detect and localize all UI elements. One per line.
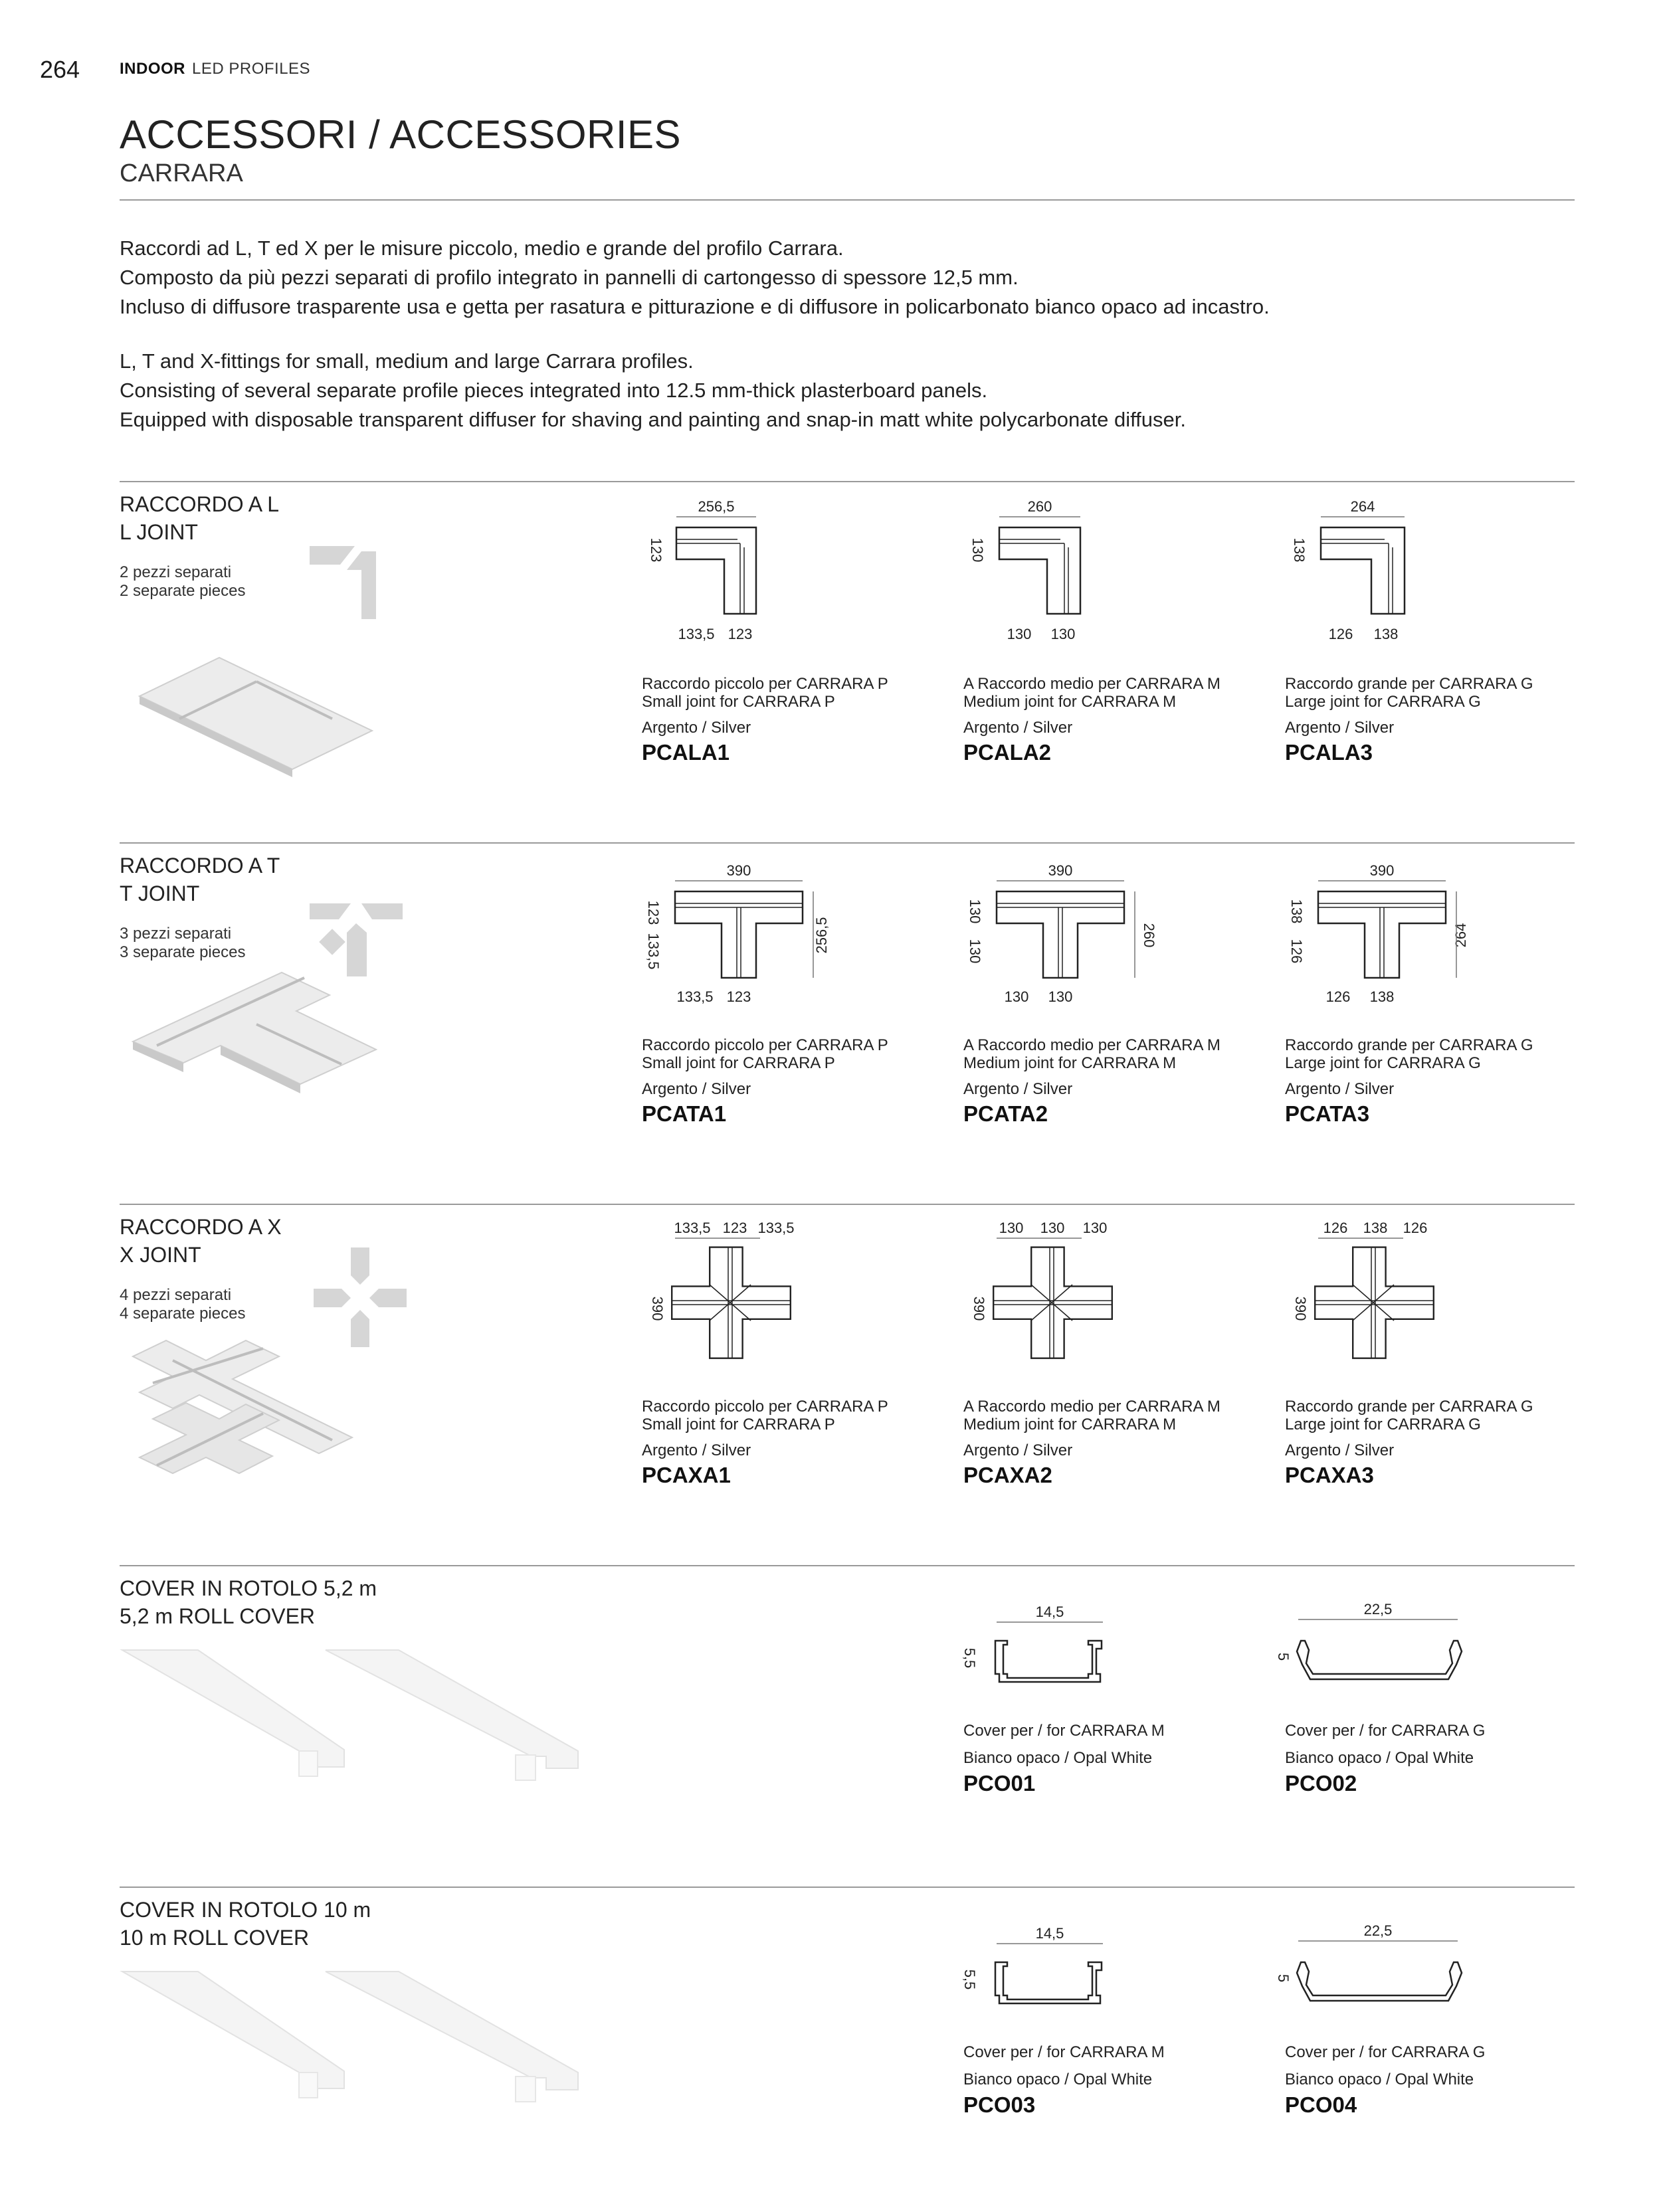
- product-code: PCALA3: [1285, 740, 1373, 765]
- dim-bottom-b: 130: [1048, 988, 1073, 1005]
- dim-right: 264: [1452, 923, 1469, 948]
- section-title-x-joint: [120, 1213, 282, 1269]
- dim-left: 390: [1292, 1296, 1309, 1321]
- section-title-en: X JOINT: [120, 1243, 201, 1267]
- product-code: PCAXA3: [1285, 1463, 1374, 1487]
- section-note-en: 4 separate pieces: [120, 1305, 246, 1323]
- finish-en: Silver: [711, 1080, 751, 1098]
- dim-bottom-b: 138: [1373, 626, 1399, 642]
- product-pcala1: [642, 675, 888, 765]
- caption-it: Raccordo piccolo per CARRARA P: [642, 1036, 888, 1054]
- finish-it: Argento: [642, 1441, 698, 1459]
- l-joint-drawing-large: [1281, 497, 1434, 650]
- dim-top-c: 133,5: [757, 1220, 795, 1236]
- section-title-cover-5-2m: [120, 1574, 377, 1630]
- caption-it: A Raccordo medio per CARRARA M: [963, 1398, 1220, 1416]
- product-pcaxa3: [1285, 1398, 1533, 1488]
- page-number: 264: [40, 56, 80, 83]
- product-code: PCATA2: [963, 1101, 1048, 1126]
- dim-right: 256,5: [813, 917, 830, 954]
- finish-separator: /: [702, 719, 707, 737]
- dim-height: 5: [1275, 1974, 1292, 1983]
- product-code: PCO02: [1285, 1771, 1357, 1796]
- dim-bottom-b: 130: [1050, 626, 1076, 642]
- dim-bottom-a: 133,5: [676, 988, 714, 1005]
- finish-it: Argento: [1285, 719, 1341, 737]
- intro-line: Raccordi ad L, T ed X per le misure piccolo, medio e grande del profilo Carrara.: [120, 236, 844, 260]
- caption-en: Large joint for CARRARA G: [1285, 693, 1481, 711]
- caption-en: Medium joint for CARRARA M: [963, 1416, 1177, 1433]
- running-header: [120, 60, 310, 78]
- dim-top-a: 126: [1323, 1220, 1348, 1236]
- intro-line: Composto da più pezzi separati di profilo integrato in pannelli di cartongesso di spessore 12,5 mm.: [120, 266, 1019, 289]
- intro-line: Consisting of several separate profile pieces integrated into 12.5 mm-thick plasterboard panels.: [120, 379, 988, 402]
- dim-height: 5,5: [961, 1647, 978, 1669]
- product-code: PCO01: [963, 1771, 1036, 1796]
- intro-italian: [120, 234, 1270, 322]
- product-code: PCAXA1: [642, 1463, 731, 1487]
- section-note-it: 4 pezzi separati: [120, 1286, 232, 1304]
- dim-top: 264: [1350, 498, 1375, 515]
- finish-separator: /: [1023, 719, 1028, 737]
- finish-it: Argento: [1285, 1080, 1341, 1098]
- caption-it: Raccordo grande per CARRARA G: [1285, 1398, 1533, 1416]
- dim-left-a: 130: [967, 899, 983, 924]
- dim-width: 22,5: [1363, 1601, 1393, 1617]
- dim-width: 22,5: [1363, 1922, 1393, 1939]
- divider: [120, 1204, 1575, 1205]
- dim-left-b: 130: [967, 939, 983, 964]
- t-joint-drawing-medium: [957, 861, 1156, 1014]
- cover-profile-drawing-pco04: [1275, 1922, 1478, 2009]
- t-joint-icon: [310, 903, 403, 976]
- x-joint-icon: [314, 1247, 407, 1347]
- dim-top: 390: [1048, 862, 1073, 879]
- dim-bottom-a: 126: [1328, 626, 1353, 642]
- finish-en: Silver: [1032, 1441, 1073, 1459]
- caption-it: Raccordo piccolo per CARRARA P: [642, 675, 888, 693]
- cover-profile-drawing-pco03: [957, 1922, 1116, 2009]
- page-title: ACCESSORI / ACCESSORIES: [120, 112, 682, 157]
- finish-separator: /: [1345, 1441, 1350, 1459]
- x-joint-drawing-large: [1281, 1216, 1440, 1368]
- dim-top-b: 123: [722, 1220, 747, 1236]
- section-title-en: 5,2 m ROLL COVER: [120, 1604, 316, 1628]
- product-pcata2: [963, 1036, 1220, 1127]
- divider: [120, 842, 1575, 844]
- dim-top-b: 130: [1040, 1220, 1065, 1236]
- finish: [642, 719, 888, 737]
- x-joint-drawing-medium: [959, 1216, 1119, 1368]
- section-title-it: RACCORDO A X: [120, 1215, 282, 1239]
- intro-line: Incluso di diffusore trasparente usa e getta per rasatura e pitturazione e di diffusore in policarbonato bianco opaco ad incastro.: [120, 295, 1270, 318]
- finish-en: Silver: [711, 1441, 751, 1459]
- finish-it: Argento: [963, 1441, 1020, 1459]
- l-joint-drawing-medium: [959, 497, 1112, 650]
- finish: [642, 1441, 888, 1460]
- finish-separator: /: [702, 1080, 707, 1098]
- intro-line: Equipped with disposable transparent diffuser for shaving and painting and snap-in matt white polycarbonate diffuser.: [120, 408, 1186, 431]
- section-note-en: 3 separate pieces: [120, 943, 246, 961]
- product-code: PCALA2: [963, 740, 1052, 765]
- caption-it: Raccordo grande per CARRARA G: [1285, 1036, 1533, 1054]
- finish-en: Silver: [1032, 719, 1073, 737]
- caption-it: A Raccordo medio per CARRARA M: [963, 1036, 1220, 1054]
- finish-separator: /: [1345, 1080, 1350, 1098]
- finish-en: Silver: [1354, 1441, 1395, 1459]
- dim-bottom-a: 130: [1004, 988, 1029, 1005]
- finish: [1285, 1441, 1533, 1460]
- dim-top-a: 133,5: [674, 1220, 711, 1236]
- section-note-l-joint: [120, 563, 245, 600]
- dim-top: 260: [1027, 498, 1052, 515]
- section-note-it: 2 pezzi separati: [120, 563, 232, 581]
- dim-top-c: 126: [1403, 1220, 1428, 1236]
- section-note-x-joint: [120, 1286, 245, 1323]
- color: Bianco opaco / Opal White: [1285, 2071, 1474, 2088]
- finish-en: Silver: [1032, 1080, 1073, 1098]
- product-pco02: [1285, 1722, 1485, 1796]
- intro-line: L, T and X-fittings for small, medium and large Carrara profiles.: [120, 349, 694, 373]
- caption-en: Medium joint for CARRARA M: [963, 1054, 1177, 1072]
- dim-top: 390: [726, 862, 751, 879]
- running-header-category: LED PROFILES: [192, 60, 311, 78]
- color: Bianco opaco / Opal White: [1285, 1749, 1474, 1767]
- section-title-it: RACCORDO A L: [120, 492, 280, 516]
- l-joint-drawing-small: [638, 497, 791, 650]
- finish-it: Argento: [642, 1080, 698, 1098]
- product-code: PCO03: [963, 2092, 1036, 2117]
- finish-en: Silver: [1354, 719, 1395, 737]
- caption-en: Large joint for CARRARA G: [1285, 1054, 1481, 1072]
- caption-it: Raccordo grande per CARRARA G: [1285, 675, 1533, 693]
- finish: [1285, 1080, 1533, 1099]
- caption: Cover per / for CARRARA G: [1285, 2043, 1486, 2061]
- l-joint-icon: [310, 546, 376, 619]
- product-pcata3: [1285, 1036, 1533, 1127]
- section-title-cover-10m: [120, 1896, 371, 1952]
- intro-english: [120, 347, 1186, 434]
- caption-it: A Raccordo medio per CARRARA M: [963, 675, 1220, 693]
- finish-separator: /: [1345, 719, 1350, 737]
- caption: Cover per / for CARRARA M: [963, 2043, 1165, 2061]
- divider: [120, 481, 1575, 482]
- dim-left: 138: [1291, 537, 1308, 563]
- product-pcaxa2: [963, 1398, 1220, 1488]
- dim-left-a: 123: [645, 900, 662, 925]
- caption-en: Large joint for CARRARA G: [1285, 1416, 1481, 1433]
- dim-top-a: 130: [999, 1220, 1024, 1236]
- dim-height: 5: [1275, 1652, 1292, 1661]
- x-joint-photo: [133, 1340, 359, 1493]
- x-joint-drawing-small: [638, 1216, 797, 1368]
- caption-en: Small joint for CARRARA P: [642, 693, 835, 711]
- dim-top: 256,5: [698, 498, 735, 515]
- running-header-section: INDOOR: [120, 60, 185, 78]
- t-joint-drawing-large: [1278, 861, 1478, 1014]
- finish-it: Argento: [963, 1080, 1020, 1098]
- product-pco03: [963, 2043, 1165, 2118]
- product-pcata1: [642, 1036, 888, 1127]
- caption: Cover per / for CARRARA G: [1285, 1722, 1486, 1740]
- dim-bottom-a: 133,5: [678, 626, 715, 642]
- finish: [963, 1080, 1220, 1099]
- finish-it: Argento: [1285, 1441, 1341, 1459]
- finish-separator: /: [1023, 1080, 1028, 1098]
- dim-width: 14,5: [1035, 1604, 1064, 1620]
- product-code: PCO04: [1285, 2092, 1357, 2117]
- dim-left: 123: [648, 537, 664, 563]
- page-subtitle: CARRARA: [120, 159, 243, 187]
- product-code: PCALA1: [642, 740, 730, 765]
- color: Bianco opaco / Opal White: [963, 1749, 1153, 1767]
- product-code: PCATA3: [1285, 1101, 1370, 1126]
- divider: [120, 1887, 1575, 1888]
- finish: [963, 719, 1220, 737]
- product-pco01: [963, 1722, 1165, 1796]
- finish-en: Silver: [711, 719, 751, 737]
- product-pcala2: [963, 675, 1220, 765]
- dim-height: 5,5: [961, 1969, 978, 1990]
- product-pcala3: [1285, 675, 1533, 765]
- finish: [642, 1080, 888, 1099]
- dim-left-b: 133,5: [645, 933, 662, 970]
- caption-en: Small joint for CARRARA P: [642, 1416, 835, 1433]
- section-title-en: L JOINT: [120, 520, 198, 544]
- dim-top-c: 130: [1082, 1220, 1108, 1236]
- cover-profile-drawing-pco02: [1275, 1601, 1478, 1687]
- dim-bottom-b: 138: [1369, 988, 1395, 1005]
- section-title-t-joint: [120, 852, 280, 907]
- dim-left: 390: [649, 1296, 666, 1321]
- divider: [120, 199, 1575, 201]
- dim-bottom-b: 123: [726, 988, 751, 1005]
- dim-left: 390: [971, 1296, 987, 1321]
- dim-bottom-b: 123: [728, 626, 753, 642]
- finish: [1285, 719, 1533, 737]
- dim-left-a: 138: [1288, 899, 1305, 924]
- caption: Cover per / for CARRARA M: [963, 1722, 1165, 1740]
- dim-left-b: 126: [1288, 939, 1305, 964]
- finish-it: Argento: [963, 719, 1020, 737]
- section-title-it: COVER IN ROTOLO 10 m: [120, 1898, 371, 1922]
- caption-en: Medium joint for CARRARA M: [963, 693, 1177, 711]
- finish-en: Silver: [1354, 1080, 1395, 1098]
- product-pcaxa1: [642, 1398, 888, 1488]
- dim-bottom-a: 130: [1007, 626, 1032, 642]
- divider: [120, 1565, 1575, 1566]
- finish-separator: /: [1023, 1441, 1028, 1459]
- section-note-t-joint: [120, 925, 245, 962]
- finish-it: Argento: [642, 719, 698, 737]
- product-code: PCATA1: [642, 1101, 727, 1126]
- dim-bottom-a: 126: [1325, 988, 1351, 1005]
- l-joint-photo: [133, 658, 379, 771]
- section-title-it: COVER IN ROTOLO 5,2 m: [120, 1576, 377, 1600]
- finish-separator: /: [702, 1441, 707, 1459]
- dim-top-b: 138: [1363, 1220, 1388, 1236]
- section-title-it: RACCORDO A T: [120, 854, 280, 877]
- caption-en: Small joint for CARRARA P: [642, 1054, 835, 1072]
- section-note-it: 3 pezzi separati: [120, 925, 232, 943]
- cover-10m-photo: [120, 1972, 585, 2104]
- section-title-en: T JOINT: [120, 881, 200, 905]
- dim-left: 130: [969, 537, 986, 563]
- caption-it: Raccordo piccolo per CARRARA P: [642, 1398, 888, 1416]
- cover-5-2m-photo: [120, 1650, 585, 1783]
- cover-profile-drawing-pco01: [957, 1601, 1116, 1687]
- section-note-en: 2 separate pieces: [120, 582, 246, 600]
- product-code: PCAXA2: [963, 1463, 1052, 1487]
- t-joint-photo: [130, 972, 383, 1105]
- color: Bianco opaco / Opal White: [963, 2071, 1153, 2088]
- t-joint-drawing-small: [635, 861, 834, 1014]
- dim-top: 390: [1369, 862, 1395, 879]
- section-title-en: 10 m ROLL COVER: [120, 1926, 310, 1950]
- finish: [963, 1441, 1220, 1460]
- dim-right: 260: [1141, 923, 1157, 948]
- product-pco04: [1285, 2043, 1485, 2118]
- dim-width: 14,5: [1035, 1925, 1064, 1942]
- section-title-l-joint: [120, 490, 279, 546]
